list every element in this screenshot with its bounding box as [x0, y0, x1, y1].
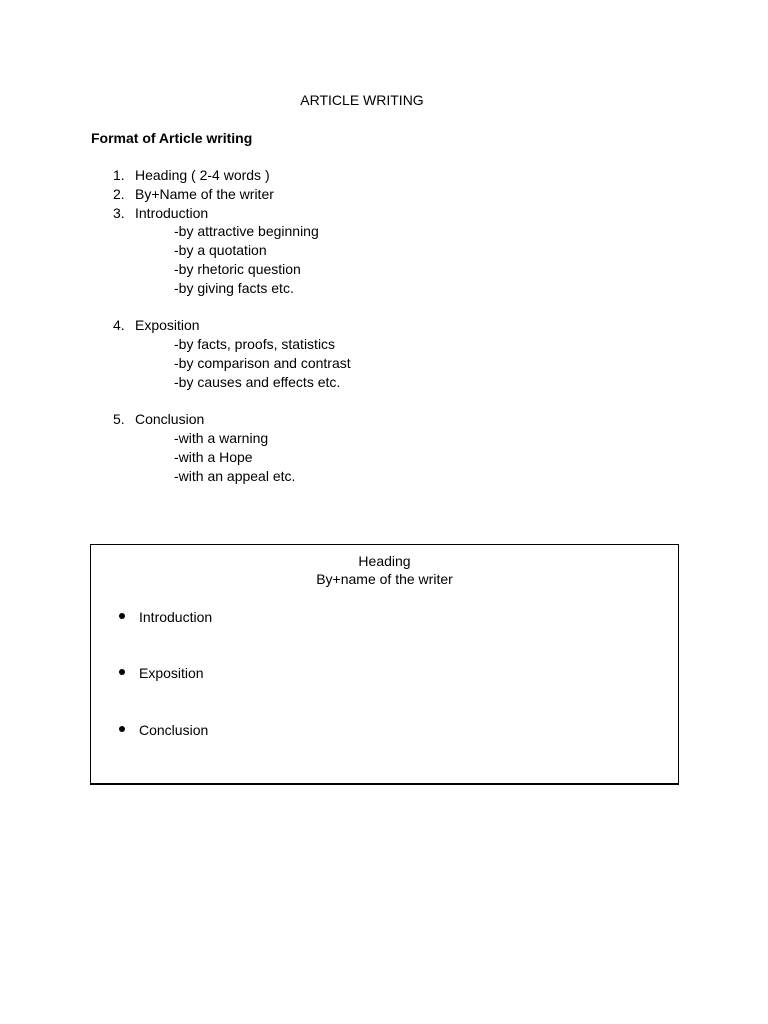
- spacer: [91, 392, 691, 411]
- outline-sub-point: -by comparison and contrast: [174, 354, 351, 371]
- spacer: [91, 298, 691, 317]
- template-bullet: [119, 721, 208, 740]
- template-byline: By+name of the writer: [316, 571, 453, 587]
- bullet-dot-icon: [119, 726, 125, 732]
- outline-item: [91, 185, 691, 204]
- outline-sub-point: -with a Hope: [174, 448, 253, 465]
- outline-sub-point: -with an appeal etc.: [174, 467, 296, 484]
- template-bullet-label: Introduction: [139, 609, 213, 625]
- template-bullet-label: Conclusion: [139, 722, 209, 738]
- outline-sub-point: -by attractive beginning: [174, 223, 319, 240]
- outline-item-label: Exposition: [135, 317, 200, 334]
- outline-item-label: Introduction: [135, 204, 209, 221]
- template-bullet: [119, 664, 204, 683]
- template-bullet-label: Exposition: [139, 665, 204, 681]
- bullet-dot-icon: [119, 613, 125, 619]
- outline-item: [91, 166, 691, 185]
- outline-item-label: By+Name of the writer: [135, 185, 274, 202]
- outline-item-number: 3.: [113, 204, 125, 221]
- template-bullet: [119, 608, 212, 627]
- outline-item-number: 4.: [113, 317, 125, 334]
- outline-sub-point: -by rhetoric question: [174, 260, 301, 277]
- outline-item-number: 5.: [113, 411, 125, 428]
- outline-item-label: Heading ( 2-4 words ): [135, 167, 270, 183]
- outline-sub-point: -by facts, proofs, statistics: [174, 336, 336, 353]
- outline-item-number: 2.: [113, 185, 125, 202]
- outline-sub-point: -by giving facts etc.: [174, 279, 294, 296]
- document-subtitle: Format of Article writing: [91, 130, 253, 146]
- outline-sub-point: -by a quotation: [174, 242, 267, 259]
- outline-sub-point: -by causes and effects etc.: [174, 373, 341, 390]
- outline-item-label: Conclusion: [135, 411, 205, 428]
- outline-item: [91, 316, 691, 335]
- template-heading: Heading: [358, 553, 411, 569]
- outline-item-number: 1.: [113, 167, 125, 183]
- outline-item: [91, 204, 691, 223]
- format-outline: [91, 166, 691, 486]
- outline-item: [91, 410, 691, 429]
- bullet-dot-icon: [119, 669, 125, 675]
- article-template-box: [90, 544, 679, 785]
- document-title: ARTICLE WRITING: [300, 92, 424, 108]
- outline-sub-point: -with a warning: [174, 430, 269, 447]
